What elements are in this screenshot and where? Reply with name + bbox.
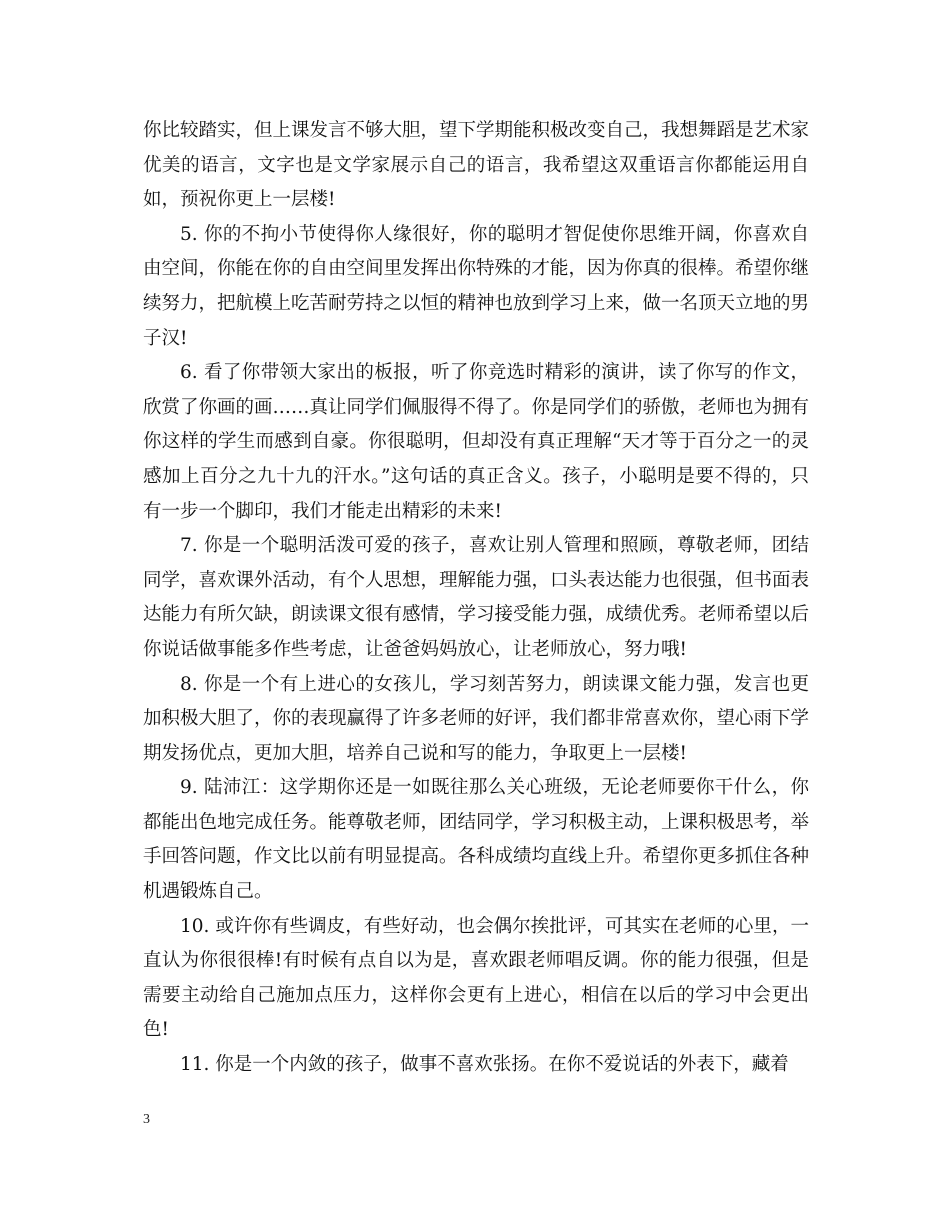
- paragraph-item-10: 10. 或许你有些调皮，有些好动，也会偶尔挨批评，可其实在老师的心里，一直认为你很很棒!有时候有点自以为是，喜欢跟老师唱反调。你的能力很强，但是需要主动给自己施加点压力，这样你会更有上进心，相信在以后的学习中会更出色!: [143, 915, 809, 1041]
- paragraph-item-7: 7. 你是一个聪明活泼可爱的孩子，喜欢让别人管理和照顾，尊敬老师，团结同学，喜欢课外活动，有个人思想，理解能力强，口头表达能力也很强，但书面表达能力有所欠缺，朗读课文很有感情，学习接受能力强，成绩优秀。老师希望以后你说话做事能多作些考虑，让爸爸妈妈放心，让老师放心，努力哦!: [143, 535, 810, 660]
- paragraph-item-6: 6. 看了你带领大家出的板报，听了你竞选时精彩的演讲，读了你写的作文，欣赏了你画的画……真让同学们佩服得不得了。你是同学们的骄傲，老师也为拥有你这样的学生而感到自豪。你很聪明，但却没有真正理解“天才等于百分之一的灵感加上百分之九十九的汗水。”这句话的真正含义。孩子，小聪明是要不得的，只有一步一个脚印，我们才能走出精彩的未来!: [143, 362, 810, 522]
- paragraph-item-8: 8. 你是一个有上进心的女孩儿，学习刻苦努力，朗读课文能力强，发言也更加积极大胆了，你的表现赢得了许多老师的好评，我们都非常喜欢你，望心雨下学期发扬优点，更加大胆，培养自己说和写的能力，争取更上一层楼!: [143, 673, 810, 764]
- paragraph-item-11: 11. 你是一个内敛的孩子，做事不喜欢张扬。在你不爱说话的外表下，藏着: [180, 1054, 789, 1076]
- document-body: [143, 114, 809, 1083]
- page-number: 3: [143, 1112, 150, 1127]
- paragraph-item-9: 9. 陆沛江：这学期你还是一如既往那么关心班级，无论老师要你干什么，你都能出色地完成任务。能尊敬老师，团结同学，学习积极主动，上课积极思考，举手回答问题，作文比以前有明显提高。各科成绩均直线上升。希望你更多抓住各种机遇锻炼自己。: [143, 777, 810, 903]
- paragraph-continuation: 你比较踏实，但上课发言不够大胆，望下学期能积极改变自己，我想舞蹈是艺术家优美的语言，文字也是文学家展示自己的语言，我希望这双重语言你都能运用自如，预祝你更上一层楼!: [143, 120, 810, 211]
- paragraph-item-5: 5. 你的不拘小节使得你人缘很好，你的聪明才智促使你思维开阔，你喜欢自由空间，你能在你的自由空间里发挥出你特殊的才能，因为你真的很棒。希望你继续努力，把航模上吃苦耐劳持之以恒的精神也放到学习上来，做一名顶天立地的男子汉!: [143, 223, 810, 349]
